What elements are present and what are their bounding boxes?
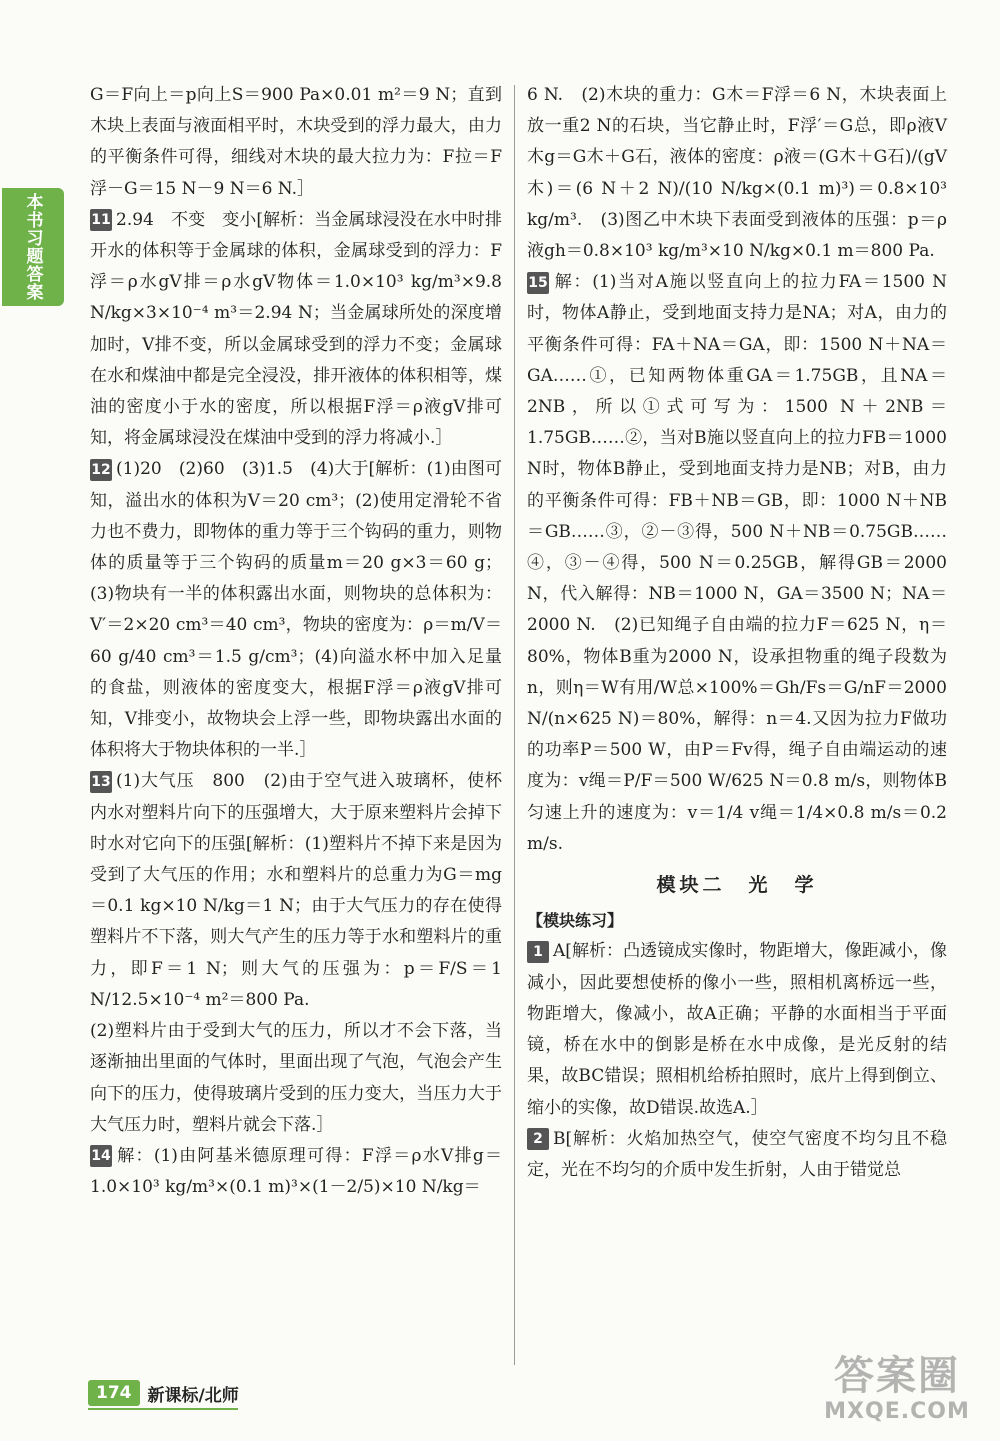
left-column (90, 80, 502, 1203)
side-tab (2, 188, 64, 306)
answer-item-1 (527, 936, 947, 1123)
answer-item-12 (90, 454, 502, 766)
watermark (802, 1353, 992, 1433)
answer-item-15 (527, 267, 947, 860)
watermark-site: MXQE.COM (824, 1399, 970, 1424)
answer-text: (1)20 (2)60 (3)1.5 (4)大于[解析：(1)由图可知，溢出水的体积为V＝20 cm³；(2)使用定滑轮不省力也不费力，即物体的重力等于三个钩码的重力，则物体的质量等于三个钩码的质量m＝20 g×3＝60 g；(3)物块有一半的体积露出水面，则物块的总体积为：V′＝2×20 cm³＝40 cm³，物块的密度为：ρ＝m/V＝60 g/40 cm³＝1.5 g/cm³；(4)向溢水杯中加入足量的食盐，则液体的密度变大，根据F浮＝ρ液gV排可知，V排变小，故物块会上浮一些，即物块露出水面的体积将大于物块体积的一半.］ (90, 459, 502, 761)
answer-text: (1)大气压 800 (2)由于空气进入玻璃杯，使杯内水对塑料片向下的压强增大，大于原来塑料片会掉下时水对它向下的压强[解析：(1)塑料片不掉下来是因为受到了大气压的作用；水和塑料片的总重力为G＝mg＝0.1 kg×10 N/kg＝1 N；由于大气压力的存在使得塑料片不下落，则大气产生的压力等于水和塑料片的重力，即F＝1 N；则大气的压强为：p＝F/S＝1 N/12.5×10⁻⁴ m²＝800 Pa. (90, 771, 502, 1010)
question-number-badge: 15 (527, 272, 549, 294)
answer-item-13 (90, 766, 502, 1016)
answer-text: B[解析：火焰加热空气，使空气密度不均匀且不稳定，光在不均匀的介质中发生折射，人由于错觉总 (527, 1128, 947, 1180)
answer-item-14 (90, 1141, 502, 1203)
module-title: 模块二 光 学 (656, 874, 818, 897)
question-number-badge: 12 (90, 459, 112, 481)
intro-paragraph: G＝F向上＝p向上S＝900 Pa×0.01 m²＝9 N；直到木块上表面与液面相平时，木块受到的浮力最大，由力的平衡条件可得，细线对木块的最大拉力为：F拉＝F浮－G＝15 N－9 N＝6 N.］ (90, 85, 502, 199)
continued-paragraph: 6 N. (2)木块的重力：G木＝F浮＝6 N，木块表面上放一重2 N的石块，当它静止时，F浮′＝G总，即ρ液V木g＝G木＋G石，液体的密度：ρ液＝(G木＋G石)/(gV木)＝(6 N＋2 N)/(10 N/kg×(0.1 m)³)＝0.8×10³ kg/m³. (3)图乙中木块下表面受到液体的压强：p＝ρ液gh＝0.8×10³ kg/m³×10 N/kg×0.1 m＝800 Pa. (527, 85, 947, 262)
answer-text: 2.94 不变 变小[解析：当金属球浸没在水中时排开水的体积等于金属球的体积，金属球受到的浮力：F浮＝ρ水gV排＝ρ水gV物体＝1.0×10³ kg/m³×9.8 N/kg×3×10⁻⁴ m³＝2.94 N；当金属球所处的深度增加时，V排不变，所以金属球受到的浮力不变；金属球在水和煤油中都是完全浸没，排开液体的体积相等，煤油的密度小于水的密度，所以根据F浮＝ρ液gV排可知，将金属球浸没在煤油中受到的浮力将减小.］ (90, 209, 502, 449)
question-number-badge: 14 (90, 1145, 112, 1167)
watermark-logo: 答案圈 (834, 1353, 960, 1399)
answer-text: 解：(1)当对A施以竖直向上的拉力FA＝1500 N时，物体A静止，受到地面支持力是NA；对A，由力的平衡条件可得：FA＋NA＝GA，即：1500 N＋NA＝GA……①，已知两物体重GA＝1.75GB，且NA＝2NB，所以①式可写为：1500 N＋2NB＝1.75GB……②，当对B施以竖直向上的拉力FB＝1000 N时，物体B静止，受到地面支持力是NB；对B，由力的平衡条件可得：FB＋NB＝GB，即：1000 N＋NB＝GB……③，②－③得，500 N＋NB＝0.75GB……④，③－④得，500 N＝0.25GB，解得GB＝2000 N，代入解得：NB＝1000 N，GA＝3500 N；NA＝2000 N. (2)已知绳子自由端的拉力F＝625 N，η＝80%，物体B重为2000 N，设承担物重的绳子段数为n，则η＝W有用/W总×100%＝Gh/Fs＝G/nF＝2000 N/(n×625 N)＝80%，解得：n＝4.又因为拉力F做功的功率P＝500 W，由P＝Fv得，绳子自由端运动的速度为：v绳＝P/F＝500 W/625 N＝0.8 m/s，则物体B匀速上升的速度为：v＝1/4 v绳＝1/4×0.8 m/s＝0.2 m/s. (527, 272, 947, 854)
practice-title: 【模块练习】 (527, 911, 624, 931)
right-column (527, 80, 947, 1186)
page-number: 174 (88, 1380, 140, 1406)
question-number-badge: 11 (90, 209, 112, 231)
answer-item-13-continued: (2)塑料片由于受到大气的压力，所以才不会下落，当逐渐抽出里面的气体时，里面出现了气泡，气泡会产生向下的压力，使得玻璃片受到的压力变大，当压力大于大气压力时，塑料片就会下落.］ (90, 1021, 502, 1135)
answer-text: 解：(1)由阿基米德原理可得：F浮＝ρ水V排g＝1.0×10³ kg/m³×(0.1 m)³×(1－2/5)×10 N/kg＝ (90, 1145, 502, 1198)
series-name: 新课标/北师 (147, 1385, 239, 1406)
column-divider (514, 85, 515, 1365)
side-tab-label: 本书习题答案 (22, 193, 43, 301)
page-footer (88, 1380, 239, 1406)
answer-item-2 (527, 1124, 947, 1186)
question-number-badge: 1 (527, 941, 549, 963)
answer-item-11 (90, 205, 502, 455)
answer-text: A[解析：凸透镜成实像时，物距增大，像距减小，像减小，因此要想使桥的像小一些，照相机离桥远一些，物距增大，像减小，故A正确；平静的水面相当于平面镜，桥在水中的倒影是桥在水中成像，是光反射的结果，故BC错误；照相机给桥拍照时，底片上得到倒立、缩小的实像，故D错误.故选A.］ (527, 941, 947, 1118)
footer-rule (88, 1408, 238, 1410)
question-number-badge: 2 (527, 1128, 549, 1150)
question-number-badge: 13 (90, 771, 112, 793)
